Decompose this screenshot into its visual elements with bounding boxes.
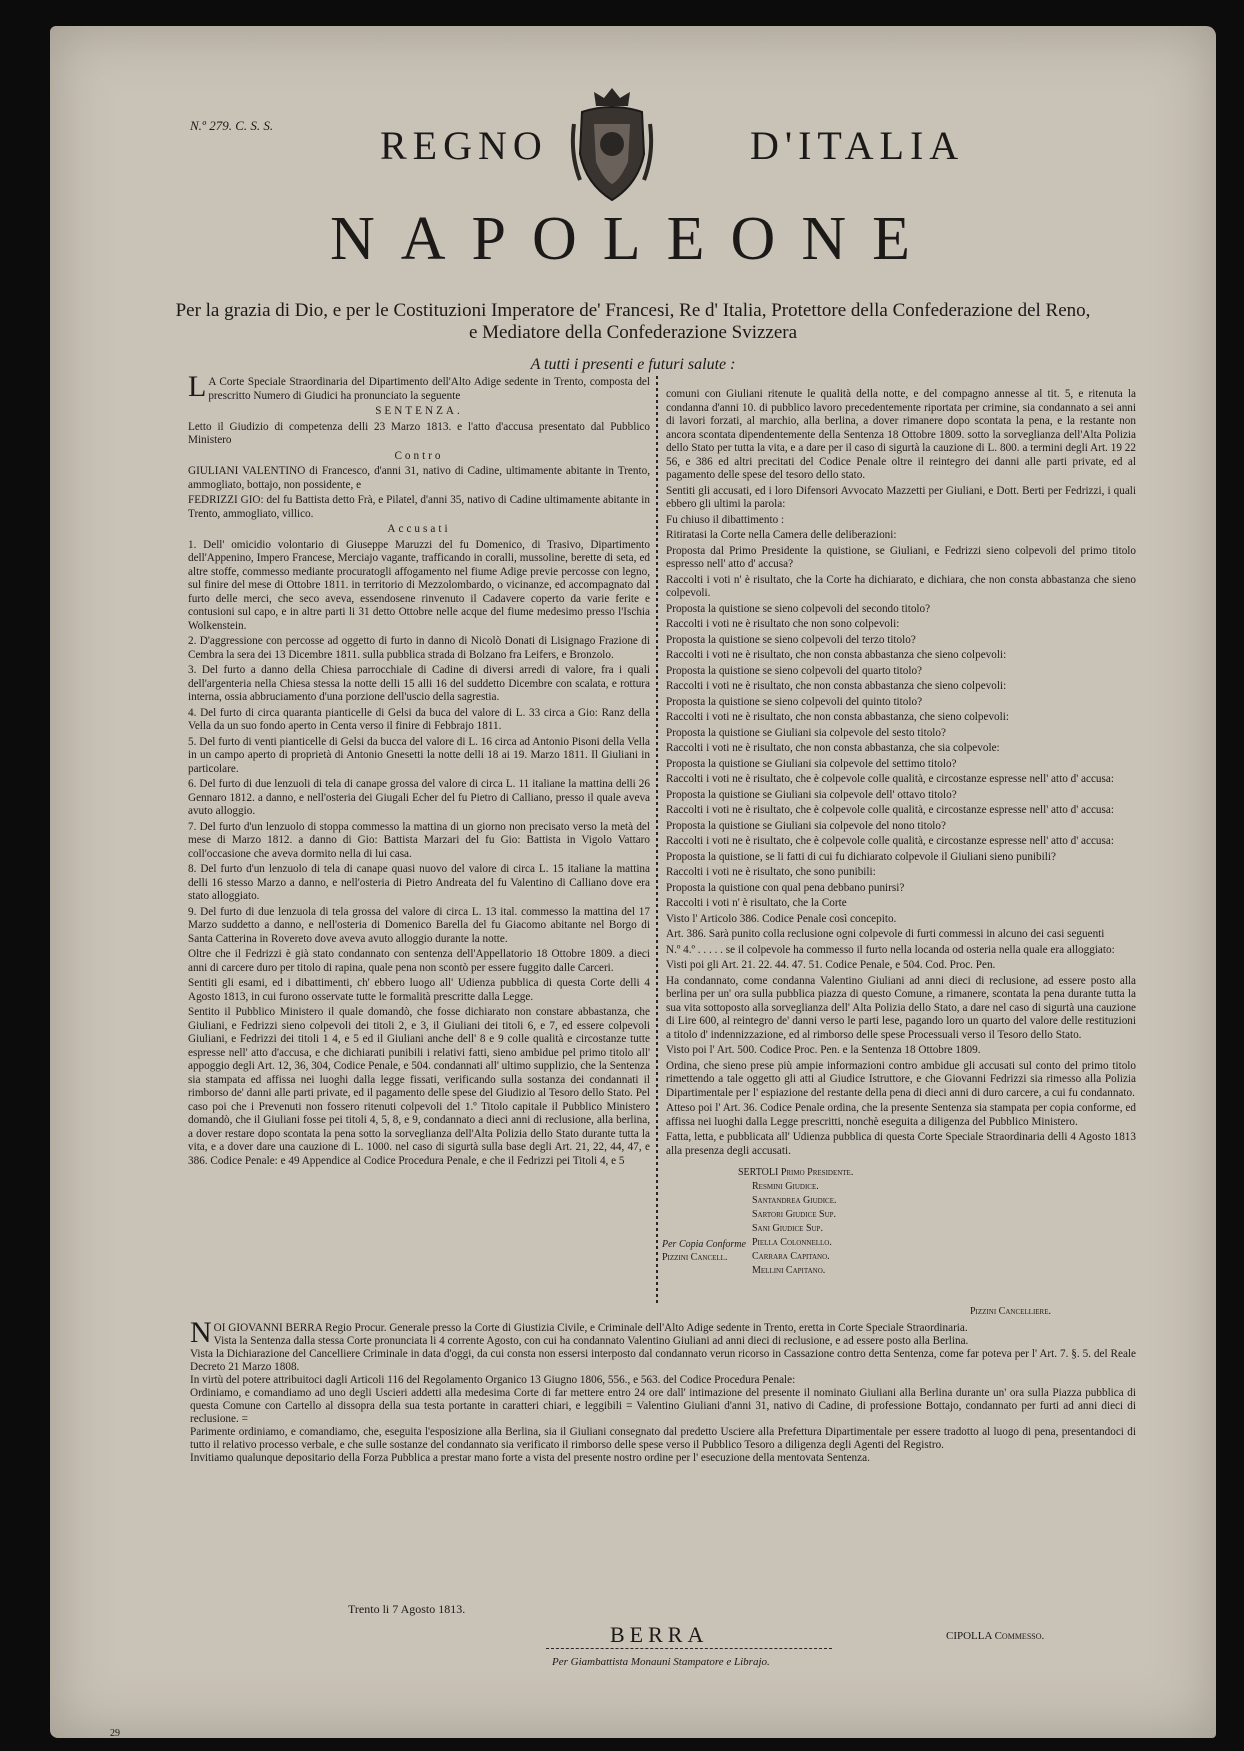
right-paragraph: Proposta la quistione, se li fatti di cui fu dichiarato colpevole il Giuliani sieno punibili?: [666, 850, 1056, 863]
decree-line: Parimente ordiniamo, e comandiamo, che, eseguita l'esposizione alla Berlina, sia il Giuliani consegnato dal predetto Usciere alla Prefettura Dipartimentale per essere tradotto al luogo di pena, presentandoci di tutto il relativo processo verbale, e che sulle sostanze del condannato sia verificato il rimborso delle spese verso il Pubblico Tesoro a diligenza degli Agenti del Registro.: [190, 1426, 1136, 1451]
accused-1: GIULIANI VALENTINO di Francesco, d'anni 31, nativo di Cadine, ultimamente abitante in Trento, ammogliato, bottajo, non possidente, e: [188, 465, 650, 491]
right-paragraph: comuni con Giuliani ritenute le qualità della notte, e del compagno annesse al tit. 5, e ritenuta la condanna d'anni 10. di pubblico lavoro precedentemente riportata per crimine, sia condannato a sei anni di lavori forzati, al marchio, alla berlina, a dover rimanere dopo scontata la pena, e la restante non ancora scontata dipendentemente della Sentenza 18 Ottobre 1809. sotto la sorveglianza dell'Alta Polizia dello Stato per tutta la vita, e a dare per il caso di sigurtà la cauzione di L. 800. a termini degli Art. 19 22 56, e 386 ed altri precitati del Codice Penale oltre il reintegro dei danni alle parti private, ed al pagamento delle spese del tesoro dello stato.: [666, 388, 1136, 481]
copy-conform-note: [662, 1238, 762, 1264]
right-paragraph: Proposta la quistione se Giuliani sia colpevole del nono titolo?: [666, 819, 946, 832]
letto-paragraph: Letto il Giudizio di competenza delli 23 Marzo 1813. e l'atto d'accusa presentato dal Pubblico Ministero: [188, 420, 650, 446]
printer-imprint: Per Giambattista Monauni Stampatore e Librajo.: [552, 1656, 770, 1668]
right-paragraph: Proposta la quistione se sieno colpevoli del quarto titolo?: [666, 664, 923, 677]
right-paragraph: N.º 4.º . . . . . se il colpevole ha commesso il furto nella locanda od osteria nella quale era alloggiato:: [666, 943, 1115, 956]
commesso-signature: CIPOLLA Commesso.: [946, 1630, 1045, 1642]
right-paragraph: Visto l' Articolo 386. Codice Penale così concepito.: [666, 912, 897, 925]
right-paragraph: Proposta la quistione se sieno colpevoli del terzo titolo?: [666, 633, 916, 646]
right-paragraph: Raccolti i voti ne è risultato, che non consta abbastanza che sieno colpevoli:: [666, 649, 1007, 661]
corner-mark: 29: [110, 1728, 120, 1739]
right-paragraph: Ordina, che sieno prese più ampie informazioni contro ambidue gli accusati sul conto del primo titolo rimettendo a tale oggetto gli atti al Giudice Istruttore, e che Giovanni Fedrizzi sia rimesso alla Polizia Dipartimentale per l' espiazione del restante della pena di dieci anni di duro carcere, a cui fu condannato.: [666, 1059, 1136, 1099]
subtitle: Per la grazia di Dio, e per le Costituzioni Imperatore de' Francesi, Re d' Italia, Protettore della Confederazione del Reno, e Mediatore della Confederazione Svizzera: [175, 300, 1091, 343]
judge-signature: Sartori Giudice Sup.: [752, 1209, 837, 1220]
right-paragraph: Raccolti i voti ne è risultato, che è colpevole colle qualità, e circostanze espresse nell' atto d' accusa:: [666, 773, 1114, 785]
right-paragraph: Ritiratasi la Corte nella Camera delle deliberazioni:: [666, 529, 897, 541]
right-paragraph: Ha condannato, come condanna Valentino Giuliani ad anni dieci di reclusione, ad essere posto alla berlina per un' ora sulla pubblica piazza di questo Comune, a rimanere, scontata la pena durante tutta la sua vita sottoposto alla sorveglianza dell' Alta Polizia dello Stato, a dare nel caso di sigurtà una cauzione di Lire 600, al reintegro de' danni verso le parti lese, pagando loro un quarto del valore delle restituzioni a titolo d' indennizzazione, ed al rimborso delle spese Processuali verso il Tesoro dello Stato.: [666, 974, 1136, 1041]
right-paragraph: Sentiti gli accusati, ed i loro Difensori Avvocato Mazzetti per Giuliani, e Dott. Berti per Fedrizzi, i quali ebbero gli ultimi la parola:: [666, 484, 1136, 510]
intro-paragraph: L A Corte Speciale Straordinaria del Dipartimento dell'Alto Adige sedente in Trento, composta del prescritto Numero di Giudici ha pronunciato la seguente: [188, 370, 650, 403]
judge-signature: Carrara Capitano.: [752, 1251, 830, 1262]
decree-line: Ordiniamo, e comandiamo ad uno degli Uscieri addetti alla medesima Corte di far mettere entro 24 ore dall' intimazione del presente il nominato Giuliani alla Berlina durante un' ora sulla Piazza pubblica di questa Comune con Cartello al dissopra della sua testa portante in caratteri chiari, e leggibili = Valentino Giuliani d'anni 31, nativo di Cadine, di professione Bottajo, condannato per furti ad anni dieci di reclusione. =: [190, 1387, 1136, 1425]
copy-conform-signer: Pizzini Cancell.: [662, 1252, 728, 1263]
charge-item: 8. Del furto d'un lenzuolo di tela di canape quasi nuovo del valore di circa L. 15 italiane la mattina delli 16 stesso Marzo a danno, e nell'osteria di Pietro Andreata del fu Valentino di Calliano dove era stato alloggiato.: [188, 863, 650, 902]
right-paragraph: Raccolti i voti ne è risultato, che non consta abbastanza, che sia colpevole:: [666, 742, 1000, 754]
cancelliere-signature: Pizzini Cancelliere.: [970, 1306, 1051, 1317]
right-paragraph: Raccolti i voti ne è risultato che non sono colpevoli:: [666, 618, 900, 630]
salutation: A tutti i presenti e futuri salute :: [530, 356, 736, 373]
copy-conform-label: Per Copia Conforme: [662, 1239, 746, 1250]
right-paragraph: Visto poi l' Art. 500. Codice Proc. Pen. e la Sentenza 18 Ottobre 1809.: [666, 1044, 981, 1056]
judge-signature: SERTOLI Primo Presidente.: [738, 1167, 854, 1178]
judges-signatures: [738, 1166, 1138, 1278]
right-paragraph: Atteso poi l' Art. 36. Codice Penale ordina, che la presente Sentenza sia stampata per copia conforme, ed affissa nei luoghi dalla Legge prescritti, nonchè eseguita a diligenza del Pubblico Ministero.: [666, 1102, 1136, 1128]
oltre-paragraph: Oltre che il Fedrizzi è già stato condannato con sentenza dell'Appellatorio 18 Ottobre 1809. a dieci anni di carcere duro per titolo di rapina, quale pena non scontò per essere fuggito dalle Carceri.: [188, 948, 650, 974]
left-column: [188, 370, 650, 1170]
judge-signature: Piella Colonnello.: [752, 1237, 832, 1248]
right-paragraph: Raccolti i voti n' è risultato, che la Corte ha dichiarato, e dichiara, che non consta abbastanza che sieno colpevoli.: [666, 573, 1136, 599]
right-paragraph: Fu chiuso il dibattimento :: [666, 513, 785, 526]
right-paragraph: Raccolti i voti n' è risultato, che la Corte: [666, 897, 847, 909]
decree-line: Vista la Dichiarazione del Cancelliere Criminale in data d'oggi, da cui consta non essersi interposto dal condannato verun ricorso in Cassazione contro detta Sentenza, come far poteva per l' Art. 7. §. 5. del Reale Decreto 21 Marzo 1808.: [190, 1348, 1136, 1373]
sentito-paragraph: Sentito il Pubblico Ministero il quale domandò, che fosse dichiarato non constare abbastanza, che Giuliani, e Fedrizzi sieno colpevoli dei titoli 2, e 3, il Giuliani dei titoli 6, e 7, ed essere colpevoli Giuliani, e Fedrizzi dei titoli 1 4, e 5 ed il Giuliani anche dell' 8 e 9 colle qualità e circostanze tutte espresse nell' atto d'accusa, e che dichiarati punibili i relativi fatti, sieno ambidue pel primo titolo all' appoggio degli Art. 12, 36, 304, Codice Penale, e 504. condannati all' ultimo supplizio, che la Sentenza sia stampata ed affissa nei luoghi dalla legge fissati, verificando sulla sostanza dei condannati il rimborso de' danni alle parti private, ed il pagamento delle spese del Giudizio al Tesoro dello Stato. Pel caso poi che i Prevenuti non fossero ritenuti colpevoli del 1.º Titolo capitale il Pubblico Ministero domandò, che il Giuliani fosse pei titoli 4, 5, 8, e 9, condannato a dieci anni di reclusione, alla berlina, a dover restare dopo scontata la pena sotto la sorveglianza dell'Alta Polizia dello Stato durante tutta la vita, e a dover dare una cauzione di L. 1000. nel caso di sigurtà sulla base degli Art. 21, 22, 44, 47, e 386. Codice Penale: e 49 Appendice al Codice Procedura Penale, e che il Fedrizzi pei Titoli 4, e 5: [188, 1006, 650, 1167]
charge-item: 6. Del furto di due lenzuoli di tela di canape grossa del valore di circa L. 11 italiane la mattina delli 26 Gennaro 1812. a danno, e nell'osteria dei Giugali Echer del fu Pietro di Calliano, presso il quale aveva avuto alloggio.: [188, 778, 650, 817]
procurator-signature: BERRA: [610, 1622, 709, 1647]
printed-decree-sheet: [50, 26, 1216, 1738]
right-paragraph: Proposta la quistione con qual pena debbano punirsi?: [666, 881, 905, 894]
sentenza-heading: SENTENZA.: [375, 405, 463, 417]
decree-line: In virtù del potere attribuitoci dagli Articoli 116 del Regolamento Organico 13 Giugno 1806, 556., e 563. del Codice Procedura Penale:: [190, 1374, 796, 1386]
right-paragraph: Visti poi gli Art. 21. 22. 44. 47. 51. Codice Penale, e 504. Cod. Proc. Pen.: [666, 959, 996, 971]
main-title: NAPOLEONE: [330, 205, 936, 273]
right-paragraph: Proposta dal Primo Presidente la quistione, se Giuliani, e Fedrizzi sieno colpevoli del primo titolo espresso nell' atto d' accusa?: [666, 544, 1136, 570]
drop-cap: N: [190, 1316, 212, 1349]
judge-signature: Mellini Capitano.: [752, 1265, 826, 1276]
right-paragraph: Fatta, letta, e pubblicata all' Udienza pubblica di questa Corte Speciale Straordinaria delli 4 Agosto 1813 alla presenza degli accusati.: [666, 1131, 1136, 1157]
charge-item: 4. Del furto di circa quaranta pianticelle di Gelsi da buca del valore di L. 33 circa a Gio: Ranz della Vella da un suo fondo aperto in Centa verso il finire di Febbrajo 1811.: [188, 706, 650, 732]
right-paragraph: Raccolti i voti ne è risultato, che è colpevole colle qualità, e circostanze espresse nell' atto d' accusa:: [666, 804, 1114, 816]
charge-item: 9. Del furto di due lenzuola di tela grossa del valore di circa L. 13 ital. commesso la mattina del 17 Marzo suddetto a danno, e nell'osteria di Domenico Barella del fu Giacomo abitante nel Borgo di Santa Catterina in Rovereto dove aveva avuto alloggio durante la notte.: [188, 905, 650, 945]
right-paragraph: Raccolti i voti ne è risultato, che non consta abbastanza, che sieno colpevoli:: [666, 711, 1009, 723]
drop-cap: L: [188, 370, 207, 403]
procurator-decree: [190, 1316, 1136, 1465]
place-date: Trento li 7 Agosto 1813.: [348, 1602, 466, 1616]
judge-signature: Resmini Giudice.: [752, 1181, 819, 1192]
sentiti-paragraph: Sentiti gli esami, ed i dibattimenti, ch' ebbero luogo all' Udienza pubblica di questa Corte delli 4 Agosto 1813, in cui furono osservate tutte le formalità prescritte dalla Legge.: [188, 977, 650, 1003]
right-paragraph: Art. 386. Sarà punito colla reclusione ogni colpevole di furti commessi in alcuno dei casi seguenti: [666, 928, 1105, 940]
right-paragraph: Raccolti i voti ne è risultato, che sono punibili:: [666, 866, 876, 878]
royal-coat-of-arms-crest-icon: [568, 84, 656, 204]
decree-line: Vista la Sentenza dalla stessa Corte pronunciata li 4 corrente Agosto, con cui ha condannato Valentino Giuliani ad anni dieci di reclusione, e ad essere posto alla Berlina.: [213, 1335, 969, 1347]
right-paragraph: Proposta la quistione se Giuliani sia colpevole dell' ottavo titolo?: [666, 788, 957, 801]
right-column: [666, 388, 1136, 1160]
charge-item: 2. D'aggressione con percosse ad oggetto di furto in danno di Nicolò Donati di Lisignago Frazione di Cembra la sera dei 13 Dicembre 1811. sulla pubblica strada di Bolzano fra Leifers, e Bronzolo.: [188, 635, 650, 661]
charge-item: 7. Del furto d'un lenzuolo di stoppa commesso la mattina di un giorno non precisato verso la metà del mese di Marzo 1812. a danno di Gio: Battista Marzari del fu Gio: Battista in Vigolo Vattaro coll'occasione che aveva dormito nella di lui casa.: [188, 820, 650, 860]
accusati-heading: Accusati: [387, 523, 451, 535]
column-divider: [656, 376, 658, 1304]
accused-2: FEDRIZZI GIO: del fu Battista detto Frà, e Pilatel, d'anni 35, nativo di Cadine ultimamente abitante in Trento, ammogliato, villico.: [188, 494, 650, 520]
charge-item: 5. Del furto di venti pianticelle di Gelsi da bucca del valore di L. 16 circa ad Antonio Pisoni della Vella in un campo aperto di proprietà di Antonio Gnesetti la notte delli 18 ai 19. Marzo 1811. Il Giuliani in particolare.: [188, 735, 650, 775]
judge-signature: Santandrea Giudice.: [752, 1195, 837, 1206]
charge-item: 3. Del furto a danno della Chiesa parrocchiale di Cadine di diversi arredi di valore, fra i quali dell'argenteria nella Chiesa stessa la notte delli 15 alli 16 del suddetto Dicembre con scalata, e rottura interna, ossia abbruciamento d'una porzione dell'uscio della sagrestia.: [188, 664, 650, 703]
right-paragraph: Proposta la quistione se sieno colpevoli del quinto titolo?: [666, 695, 923, 708]
judge-signature: Sani Giudice Sup.: [752, 1223, 823, 1234]
right-paragraph: Proposta la quistione se Giuliani sia colpevole del settimo titolo?: [666, 757, 957, 770]
decree-line: NOI GIOVANNI BERRA Regio Procur. Generale presso la Corte di Giustizia Civile, e Criminale dell'Alto Adige sedente in Trento, eretta in Corte Speciale Straordinaria.: [190, 1316, 968, 1349]
right-paragraph: Proposta la quistione se sieno colpevoli del secondo titolo?: [666, 602, 931, 615]
decree-line: Invitiamo qualunque depositario della Forza Pubblica a prestar mano forte a vista del presente nostro ordine per l' esecuzione della mentovata Sentenza.: [190, 1452, 870, 1464]
printer-rule: [546, 1648, 832, 1650]
right-paragraph: Proposta la quistione se Giuliani sia colpevole del sesto titolo?: [666, 726, 946, 739]
contro-heading: Contro: [394, 449, 444, 462]
charge-item: 1. Dell' omicidio volontario di Giuseppe Maruzzi del fu Domenico, di Trasivo, Dipartimento dell'Appenino, Impero Francese, Merciajo vagante, trafficando in coralli, mussoline, berette di seta, ed altre stoffe, commesso mediante procuratogli affogamento nel fiume Adige previe percosse con legno, sul finire del mese di Ottobre 1811. in territorio di Mezzolombardo, o vicinanze, ed accompagnato dal furto delle merci, che seco aveva, essendosene rinvenuto il Cadavere coperto da varie ferite e contusioni sul capo, e in altre parti li 31 detto Ottobre nelle acque del fiume medesimo presso l'Ischia Wolkenstein.: [188, 538, 650, 632]
header-italia: D'ITALIA: [750, 123, 965, 168]
document-number: N.º 279. C. S. S.: [190, 118, 274, 133]
right-paragraph: Raccolti i voti ne è risultato, che non consta abbastanza che sieno colpevoli:: [666, 680, 1007, 692]
header-regno: REGNO: [380, 123, 548, 168]
right-paragraph: Raccolti i voti ne è risultato, che è colpevole colle qualità, e circostanze espresse nell' atto d' accusa:: [666, 835, 1114, 847]
